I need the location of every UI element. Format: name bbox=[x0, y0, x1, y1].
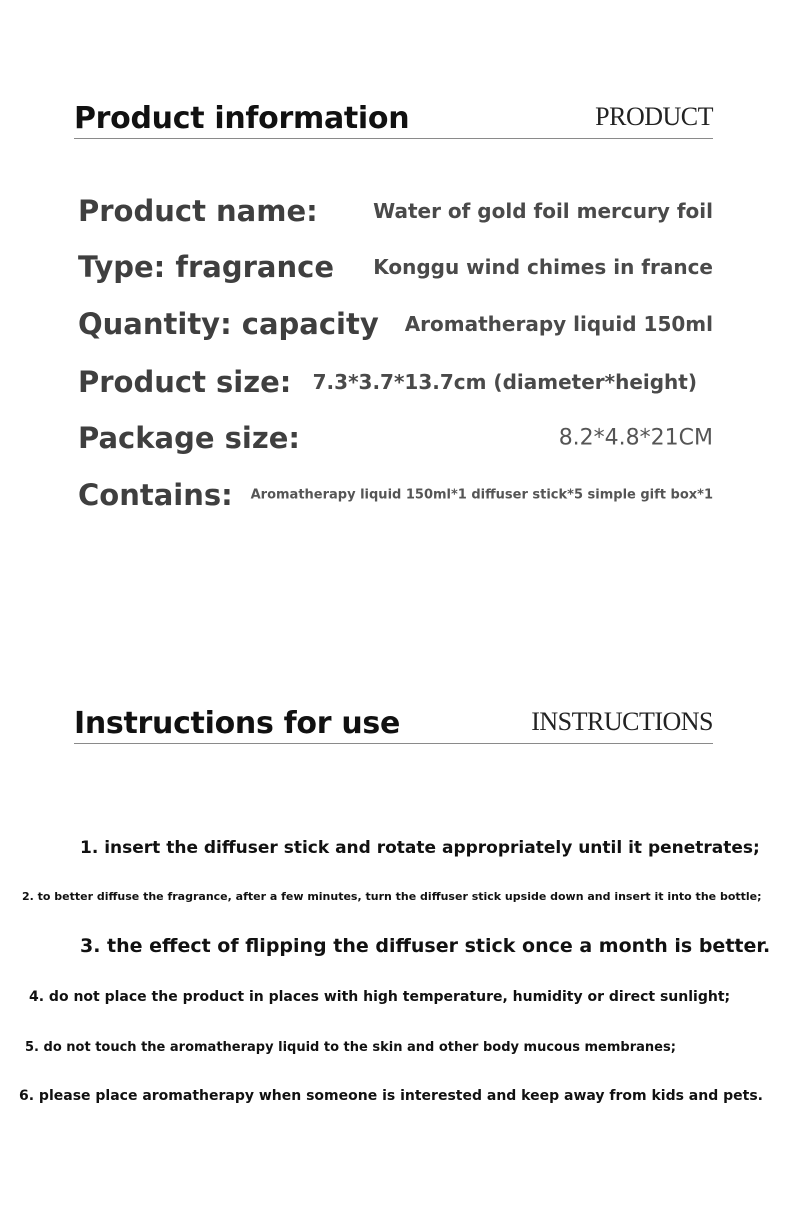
info-row-product-name bbox=[78, 191, 713, 231]
product-info-title: Product information bbox=[74, 101, 410, 136]
info-row-type bbox=[78, 247, 713, 287]
info-row-contains bbox=[78, 475, 713, 515]
info-label: Product size: bbox=[78, 365, 292, 399]
instruction-item: 6. please place aromatherapy when someone is interested and keep away from kids and pets. bbox=[19, 1088, 763, 1104]
info-value: Aromatherapy liquid 150ml*1 diffuser stick*5 simple gift box*1 bbox=[250, 487, 713, 503]
info-label: Type: fragrance bbox=[78, 250, 334, 284]
instruction-item: 2. to better diffuse the fragrance, after a few minutes, turn the diffuser stick upside down and insert it into the bottle; bbox=[22, 890, 762, 903]
instruction-item: 5. do not touch the aromatherapy liquid to the skin and other body mucous membranes; bbox=[25, 1040, 676, 1055]
instructions-title: Instructions for use bbox=[74, 706, 401, 741]
instruction-item: 3. the effect of flipping the diffuser stick once a month is better. bbox=[80, 935, 771, 957]
info-value: Konggu wind chimes in france bbox=[373, 255, 713, 279]
instructions-tag: INSTRUCTIONS bbox=[531, 707, 713, 736]
product-info-header bbox=[74, 98, 713, 139]
instruction-item: 4. do not place the product in places with high temperature, humidity or direct sunlight; bbox=[29, 989, 731, 1005]
info-label: Contains: bbox=[78, 478, 233, 512]
info-label: Quantity: capacity bbox=[78, 307, 379, 341]
info-row-package-size bbox=[78, 418, 713, 458]
info-value: Aromatherapy liquid 150ml bbox=[404, 312, 713, 336]
info-value: Water of gold foil mercury foil bbox=[373, 199, 713, 223]
instructions-header bbox=[74, 703, 713, 744]
product-tag: PRODUCT bbox=[595, 102, 713, 131]
info-value: 8.2*4.8*21CM bbox=[558, 425, 713, 451]
info-row-quantity bbox=[78, 304, 713, 344]
info-label: Product name: bbox=[78, 194, 318, 228]
instruction-item: 1. insert the diffuser stick and rotate appropriately until it penetrates; bbox=[80, 838, 760, 858]
info-label: Package size: bbox=[78, 421, 300, 455]
info-value: 7.3*3.7*13.7cm (diameter*height) bbox=[312, 370, 697, 394]
info-row-product-size bbox=[78, 362, 713, 402]
